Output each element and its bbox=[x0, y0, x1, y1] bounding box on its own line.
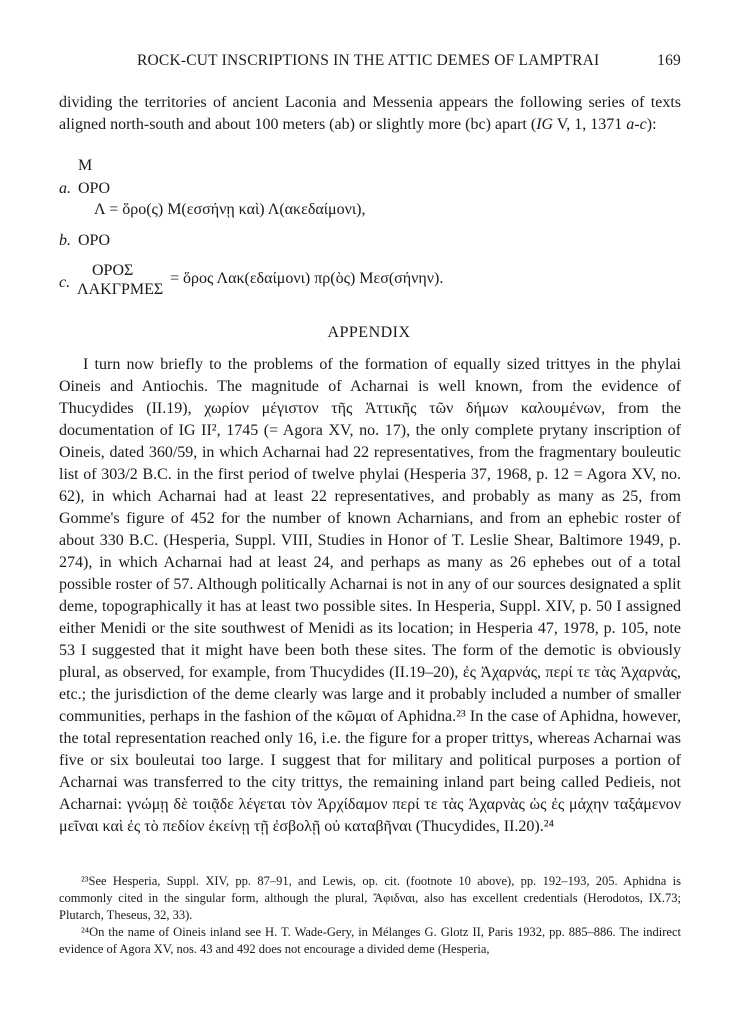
inscription-m: M bbox=[78, 157, 93, 174]
intro-text-c: ): bbox=[646, 116, 657, 133]
intro-ac: a-c bbox=[626, 116, 647, 133]
intro-paragraph bbox=[59, 92, 681, 136]
intro-ig: IG bbox=[536, 116, 554, 133]
label-a: a. bbox=[59, 180, 71, 197]
label-b: b. bbox=[59, 232, 71, 249]
inscription-a-line2: Λ = ὅρο(ς) Μ(εσσήνῃ καὶ) Λ(ακεδαίμονι), bbox=[94, 201, 366, 218]
label-c: c. bbox=[59, 274, 71, 291]
intro-text-b: V, 1, 1371 bbox=[553, 116, 627, 133]
footnote-23: ²³See Hesperia, Suppl. XIV, pp. 87–91, and Lewis, op. cit. (footnote 10 above), pp. 192–193, 205. Aphidna is commonly cited in the singular form, although the plural, Ἄφιδναι, also has excellent credentials (Herodotos, IX.73; Plutarch, Theseus, 32, 33). bbox=[59, 874, 681, 922]
inscription-b-line1: ΟΡΟ bbox=[78, 232, 111, 249]
footnote-24: ²⁴On the name of Oineis inland see H. T. Wade-Gery, in Mélanges G. Glotz II, Paris 1932, pp. 885–886. The indirect evidence of Agora XV, nos. 43 and 492 does not encourage a divided deme (Hesperia, bbox=[59, 925, 681, 956]
running-title: ROCK-CUT INSCRIPTIONS IN THE ATTIC DEMES OF LAMPTRAI bbox=[137, 52, 600, 69]
inscription-c-reading: = ὅρος Λακ(εδαίμονι) πρ(ὸς) Μεσ(σήνην). bbox=[170, 270, 444, 287]
footnotes bbox=[59, 873, 681, 958]
intro-text-a: dividing the territories of ancient Laconia and Messenia appears the following series of texts aligned north-south and about 100 meters (ab) or slightly more (bc) apart ( bbox=[59, 94, 681, 133]
inscription-a-line1: ΟΡΟ bbox=[78, 180, 111, 197]
appendix-heading: APPENDIX bbox=[327, 324, 411, 341]
inscription-c-line2: ΛΑΚΓΡΜΕΣ bbox=[77, 281, 164, 298]
page-number: 169 bbox=[657, 52, 681, 69]
appendix-body bbox=[59, 354, 681, 838]
inscription-c-line1: ΟΡΟΣ bbox=[92, 262, 134, 279]
body-paragraph: I turn now briefly to the problems of the formation of equally sized trittyes in the phylai Oineis and Antiochis. The magnitude of Acharnai is well known, from the evidence of Thucydides (II.19), χωρίον μέγιστον τῆς Ἀττικῆς τῶν δήμων καλουμένων, from the documentation of IG II², 1745 (= Agora XV, no. 17), the only complete prytany inscription of Oineis, dated 360/59, in which Acharnai had 22 representatives, from the fragmentary bouleutic list of 303/2 B.C. in the first period of twelve phylai (Hesperia 37, 1968, p. 12 = Agora XV, no. 62), in which Acharnai had at least 22 representatives, and probably as many as 25, from Gomme's figure of 452 for the number of known Acharnians, and from an ephebic roster of about 330 B.C. (Hesperia, Suppl. VIII, Studies in Honor of T. Leslie Shear, Baltimore 1949, p. 274), in which Acharnai had at least 24, and perhaps as many as 26 ephebes out of a total possible roster of 57. Although politically Acharnai is not in any of our sources designated a split deme, topographically it has at least two possible sites. In Hesperia, Suppl. XIV, p. 50 I assigned either Menidi or the site southwest of Menidi as its location; in Hesperia 47, 1978, p. 105, note 53 I suggested that it might have been both these sites. The form of the demotic is obviously plural, as observed, for example, from Thucydides (II.19–20), ἐς Ἀχαρνάς, περί τε τὰς Ἀχαρνάς, etc.; the jurisdiction of the deme clearly was large and it probably included a number of smaller communities, perhaps in the fashion of the κῶμαι of Aphidna.²³ In the case of Aphidna, however, the total representation reached only 16, i.e. the figure for a proper trittys, whereas Acharnai was five or six bouleutai too large. I suggest that for military and political purposes a portion of Acharnai was transferred to the city trittys, the remaining inland part being called Pedieis, not Acharnai: γνώμῃ δὲ τοιᾷδε λέγεται τὸν Ἀρχίδαμον περί τε τὰς Ἀχαρνὰς ὡς ἐς μάχην ταξάμενον μεῖναι καὶ ἐς τὸ πεδίον ἐκείνῃ τῇ ἐσβολῇ οὐ καταβῆναι (Thucydides, II.20).²⁴ bbox=[59, 356, 681, 835]
